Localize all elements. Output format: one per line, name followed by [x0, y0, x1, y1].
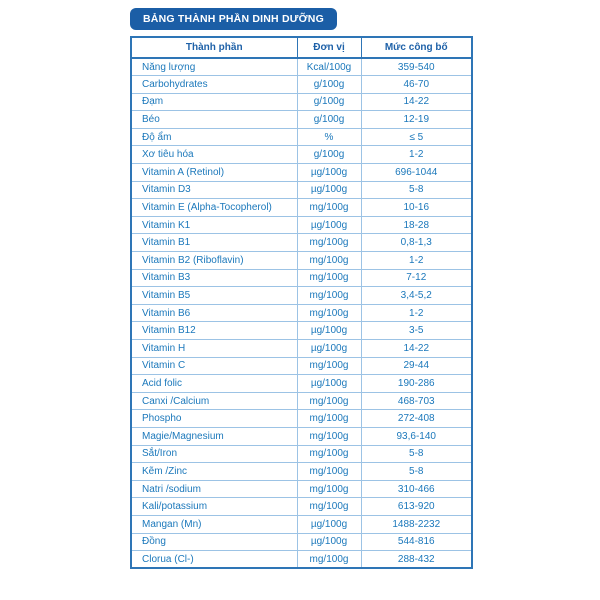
- ingredient-cell: Sắt/Iron: [131, 445, 297, 463]
- ingredient-cell: Kali/potassium: [131, 498, 297, 516]
- header-row: [131, 37, 472, 58]
- value-cell: 1-2: [361, 252, 472, 270]
- value-cell: 696-1044: [361, 164, 472, 182]
- unit-cell: mg/100g: [297, 269, 361, 287]
- unit-cell: g/100g: [297, 76, 361, 94]
- ingredient-cell: Đồng: [131, 533, 297, 551]
- title-badge: BẢNG THÀNH PHẦN DINH DƯỠNG: [130, 8, 337, 30]
- table-row: [131, 340, 472, 358]
- value-cell: 288-432: [361, 551, 472, 569]
- table-row: [131, 375, 472, 393]
- table-row: [131, 76, 472, 94]
- unit-cell: mg/100g: [297, 463, 361, 481]
- unit-cell: µg/100g: [297, 164, 361, 182]
- value-cell: 7-12: [361, 269, 472, 287]
- value-cell: 0,8-1,3: [361, 234, 472, 252]
- value-cell: 310-466: [361, 480, 472, 498]
- ingredient-cell: Magie/Magnesium: [131, 427, 297, 445]
- table-row: [131, 515, 472, 533]
- ingredient-cell: Béo: [131, 111, 297, 129]
- unit-cell: mg/100g: [297, 199, 361, 217]
- unit-cell: mg/100g: [297, 498, 361, 516]
- column-header-unit: Đơn vị: [297, 37, 361, 58]
- value-cell: 29-44: [361, 357, 472, 375]
- unit-cell: mg/100g: [297, 287, 361, 305]
- unit-cell: mg/100g: [297, 234, 361, 252]
- ingredient-cell: Mangan (Mn): [131, 515, 297, 533]
- ingredient-cell: Kẽm /Zinc: [131, 463, 297, 481]
- unit-cell: µg/100g: [297, 340, 361, 358]
- table-row: [131, 146, 472, 164]
- value-cell: 1-2: [361, 146, 472, 164]
- table-row: [131, 269, 472, 287]
- value-cell: ≤ 5: [361, 128, 472, 146]
- ingredient-cell: Vitamin A (Retinol): [131, 164, 297, 182]
- unit-cell: µg/100g: [297, 322, 361, 340]
- table-header: [131, 37, 472, 58]
- table-row: [131, 463, 472, 481]
- value-cell: 359-540: [361, 58, 472, 76]
- unit-cell: µg/100g: [297, 515, 361, 533]
- unit-cell: g/100g: [297, 111, 361, 129]
- unit-cell: g/100g: [297, 93, 361, 111]
- unit-cell: mg/100g: [297, 304, 361, 322]
- ingredient-cell: Đạm: [131, 93, 297, 111]
- value-cell: 12-19: [361, 111, 472, 129]
- unit-cell: %: [297, 128, 361, 146]
- value-cell: 1-2: [361, 304, 472, 322]
- ingredient-cell: Clorua (Cl-): [131, 551, 297, 569]
- value-cell: 3,4-5,2: [361, 287, 472, 305]
- unit-cell: µg/100g: [297, 533, 361, 551]
- value-cell: 46-70: [361, 76, 472, 94]
- ingredient-cell: Vitamin D3: [131, 181, 297, 199]
- ingredient-cell: Vitamin B3: [131, 269, 297, 287]
- ingredient-cell: Acid folic: [131, 375, 297, 393]
- value-cell: 5-8: [361, 463, 472, 481]
- table-row: [131, 304, 472, 322]
- unit-cell: mg/100g: [297, 551, 361, 569]
- value-cell: 1488-2232: [361, 515, 472, 533]
- table-row: [131, 181, 472, 199]
- ingredient-cell: Năng lượng: [131, 58, 297, 76]
- table-row: [131, 128, 472, 146]
- column-header-ingredient: Thành phần: [131, 37, 297, 58]
- unit-cell: Kcal/100g: [297, 58, 361, 76]
- table-row: [131, 164, 472, 182]
- column-header-declared-level: Mức công bố: [361, 37, 472, 58]
- unit-cell: mg/100g: [297, 392, 361, 410]
- ingredient-cell: Vitamin B2 (Riboflavin): [131, 252, 297, 270]
- value-cell: 5-8: [361, 445, 472, 463]
- value-cell: 10-16: [361, 199, 472, 217]
- unit-cell: mg/100g: [297, 410, 361, 428]
- table-row: [131, 199, 472, 217]
- ingredient-cell: Vitamin B12: [131, 322, 297, 340]
- unit-cell: g/100g: [297, 146, 361, 164]
- table-row: [131, 392, 472, 410]
- value-cell: 14-22: [361, 340, 472, 358]
- table-row: [131, 427, 472, 445]
- value-cell: 14-22: [361, 93, 472, 111]
- unit-cell: µg/100g: [297, 216, 361, 234]
- unit-cell: mg/100g: [297, 252, 361, 270]
- table-row: [131, 533, 472, 551]
- nutrition-table: [130, 36, 473, 569]
- table-row: [131, 252, 472, 270]
- table-body: [131, 58, 472, 568]
- table-row: [131, 480, 472, 498]
- table-row: [131, 111, 472, 129]
- ingredient-cell: Natri /sodium: [131, 480, 297, 498]
- value-cell: 5-8: [361, 181, 472, 199]
- table-row: [131, 498, 472, 516]
- value-cell: 18-28: [361, 216, 472, 234]
- ingredient-cell: Độ ẩm: [131, 128, 297, 146]
- ingredient-cell: Vitamin B1: [131, 234, 297, 252]
- table-row: [131, 93, 472, 111]
- unit-cell: mg/100g: [297, 427, 361, 445]
- unit-cell: mg/100g: [297, 480, 361, 498]
- ingredient-cell: Canxi /Calcium: [131, 392, 297, 410]
- ingredient-cell: Vitamin H: [131, 340, 297, 358]
- table-row: [131, 322, 472, 340]
- value-cell: 544-816: [361, 533, 472, 551]
- ingredient-cell: Vitamin B5: [131, 287, 297, 305]
- table-row: [131, 357, 472, 375]
- value-cell: 190-286: [361, 375, 472, 393]
- value-cell: 93,6-140: [361, 427, 472, 445]
- value-cell: 3-5: [361, 322, 472, 340]
- table-row: [131, 234, 472, 252]
- value-cell: 468-703: [361, 392, 472, 410]
- table-row: [131, 58, 472, 76]
- table-row: [131, 216, 472, 234]
- unit-cell: µg/100g: [297, 181, 361, 199]
- ingredient-cell: Vitamin B6: [131, 304, 297, 322]
- unit-cell: mg/100g: [297, 445, 361, 463]
- unit-cell: µg/100g: [297, 375, 361, 393]
- table-row: [131, 410, 472, 428]
- ingredient-cell: Carbohydrates: [131, 76, 297, 94]
- ingredient-cell: Phospho: [131, 410, 297, 428]
- ingredient-cell: Vitamin E (Alpha-Tocopherol): [131, 199, 297, 217]
- ingredient-cell: Xơ tiêu hóa: [131, 146, 297, 164]
- ingredient-cell: Vitamin C: [131, 357, 297, 375]
- value-cell: 272-408: [361, 410, 472, 428]
- table-row: [131, 445, 472, 463]
- value-cell: 613-920: [361, 498, 472, 516]
- unit-cell: mg/100g: [297, 357, 361, 375]
- ingredient-cell: Vitamin K1: [131, 216, 297, 234]
- table-row: [131, 287, 472, 305]
- table-row: [131, 551, 472, 569]
